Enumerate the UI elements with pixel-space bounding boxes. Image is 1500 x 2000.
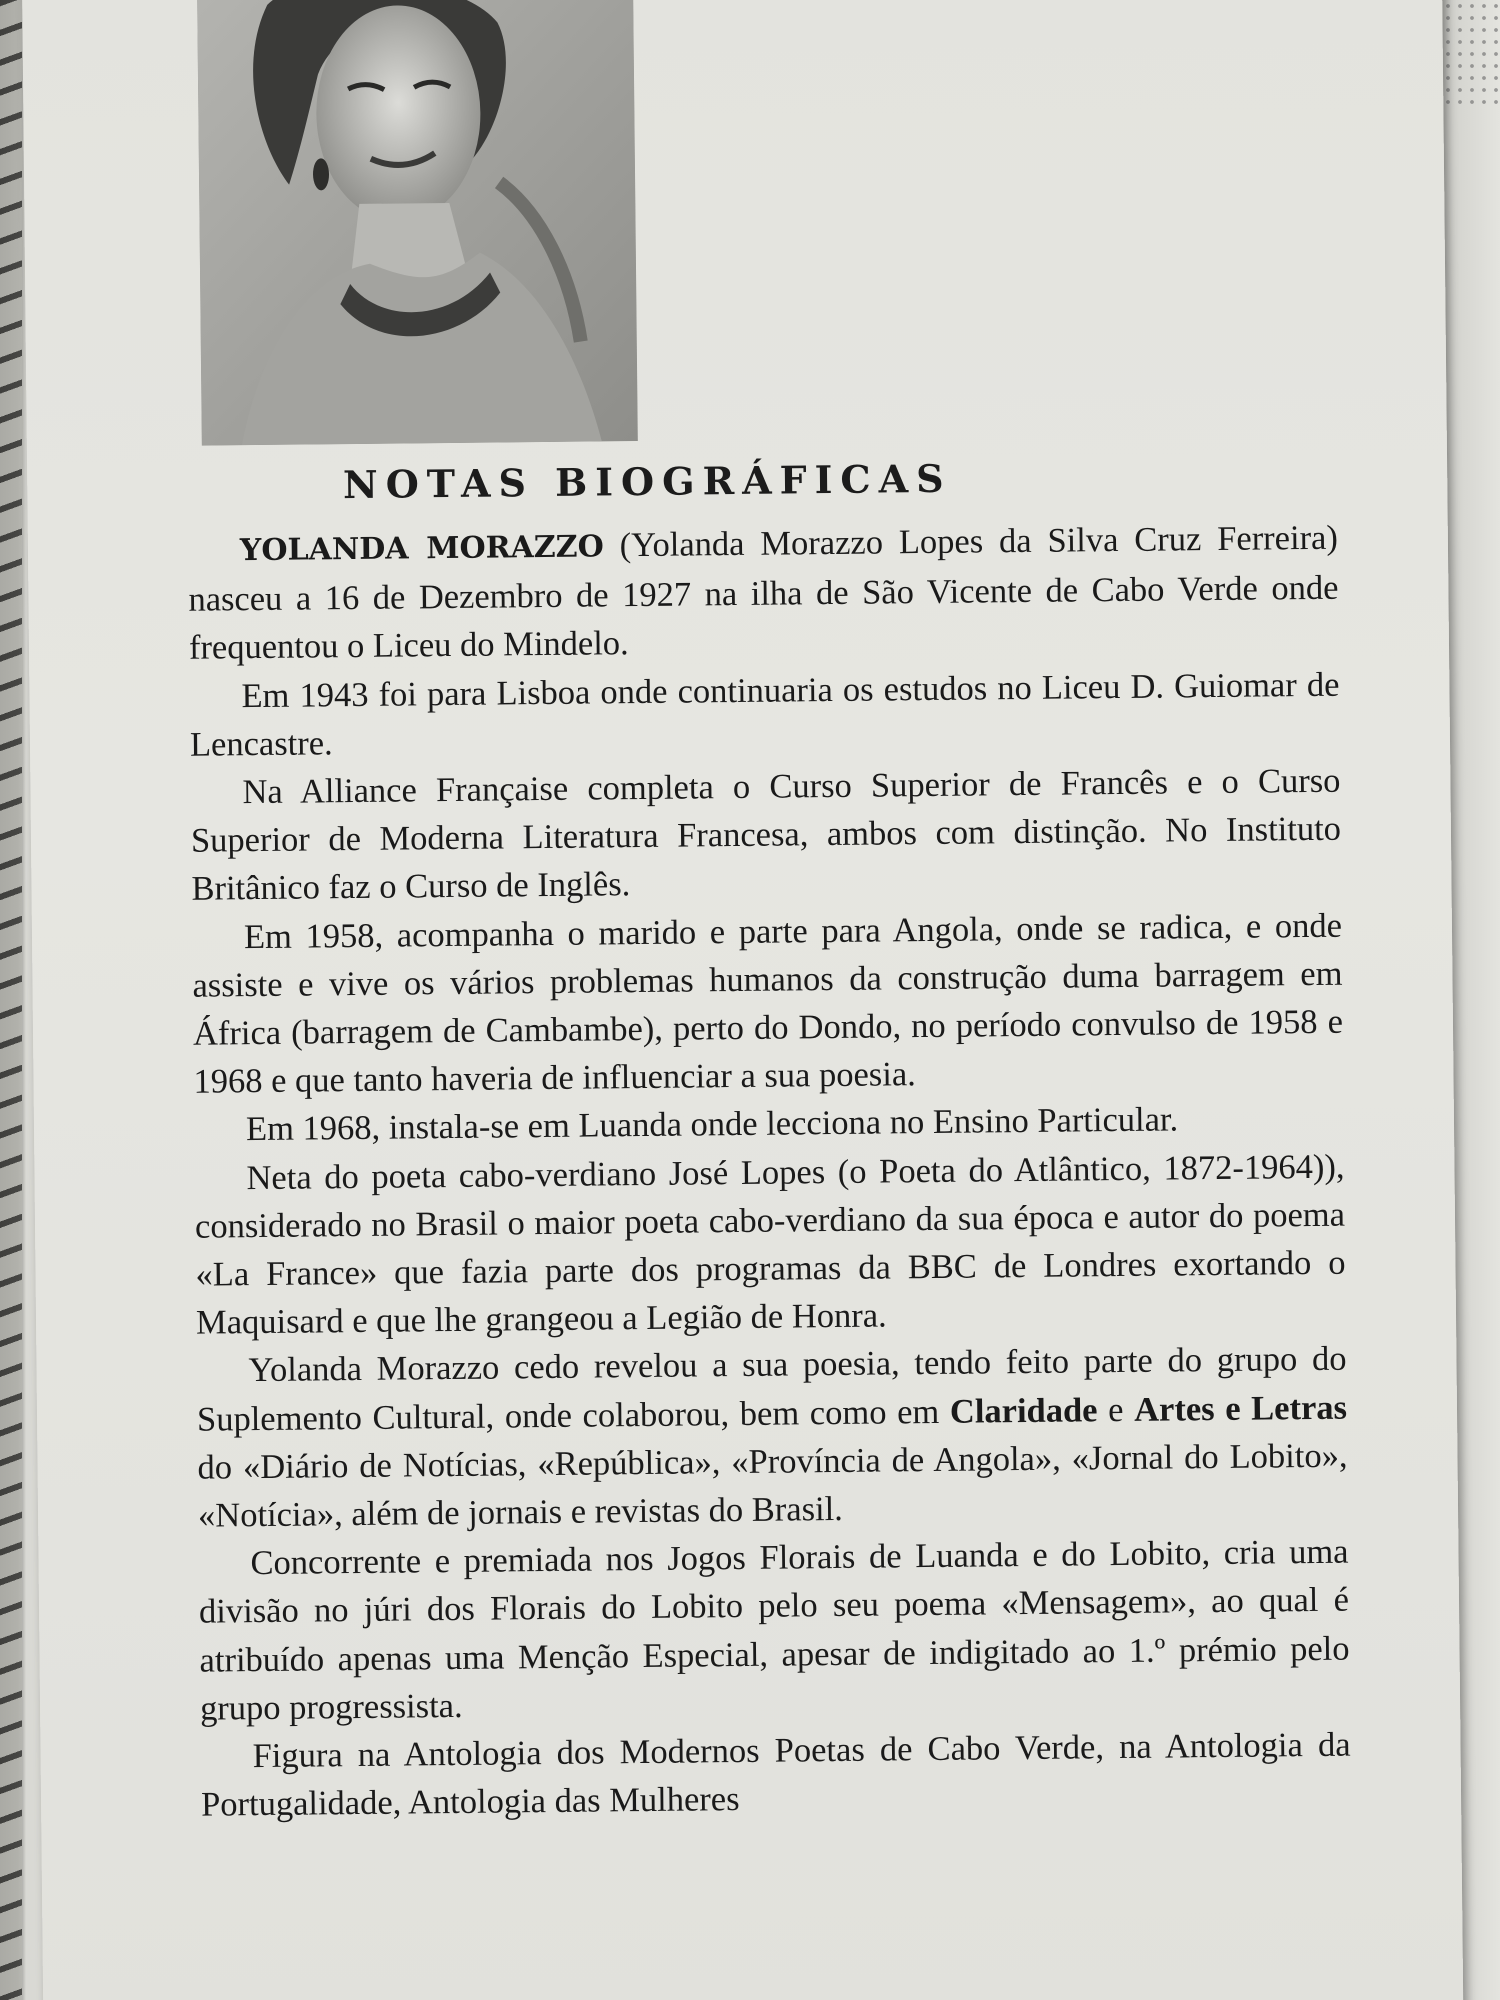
paragraph-alliance: Na Alliance Française completa o Curso Superior de Francês e o Curso Superior de Moderna Literatura Francesa, ambos com distinção. No Instituto Britânico faz o Curso de Inglês. <box>190 761 1342 909</box>
author-name: YOLANDA MORAZZO <box>239 529 604 569</box>
background-edge <box>0 0 22 2000</box>
paragraph-anthologies: Figura na Antologia dos Modernos Poetas de Cabo Verde, na Antologia da Portugalidade, Antologia das Mulheres <box>200 1725 1351 1824</box>
paragraph-grandfather: Neta do poeta cabo-verdiano José Lopes (o Poeta do Atlântico, 1872-1964)), considerado no Brasil o maior poeta cabo-verdiano da sua época e autor do poema «La France» que fazia parte dos programas da BBC de Londres exortando o Maquisard e que lhe grangeou a Legião de Honra. <box>194 1147 1346 1342</box>
paragraph-poetry-text-c: e <box>1097 1390 1135 1429</box>
paragraph-poetry-text-d: do «Diário de Notícias, «República», «Província de Angola», «Jornal do Lobito», «Notícia», além de jornais e revistas do Brasil. <box>197 1436 1348 1535</box>
paragraph-luanda: Em 1968, instala-se em Luanda onde lecciona no Ensino Particular. <box>245 1100 1179 1149</box>
paragraph-poetry-text-a: Yolanda Morazzo cedo revelou a sua poesia, tendo feito parte do grupo do Suplemento Cultural, onde colaborou, bem como em <box>196 1340 1347 1439</box>
biography-text <box>188 514 1352 1829</box>
page-heading: NOTAS BIOGRÁFICAS <box>342 455 952 508</box>
paragraph-birth-text: (Yolanda Morazzo Lopes da Silva Cruz Ferreira) nasceu a 16 de Dezembro de 1927 na ilha de São Vicente de Cabo Verde onde frequentou o Liceu do Mindelo. <box>188 518 1339 668</box>
book-page <box>22 0 1463 2000</box>
paragraph-awards: Concorrente e premiada nos Jogos Florais de Luanda e do Lobito, cria uma divisão no júri dos Florais do Lobito pelo seu poema «Mensagem», ao qual é atribuído apenas uma Menção Especial, apesar de indigitado ao 1.º prémio pelo grupo progressista. <box>198 1532 1350 1728</box>
paragraph-birth <box>188 514 1339 673</box>
paragraph-angola: Em 1958, acompanha o marido e parte para Angola, onde se radica, e onde assiste e vive os vários problemas humanos da construção duma barragem em África (barragem de Cambambe), perto do Dondo, no período convulso de 1958 e 1968 e que tanto haveria de influenciar a sua poesia. <box>192 906 1344 1101</box>
author-portrait <box>197 0 638 446</box>
paragraph-lisbon: Em 1943 foi para Lisboa onde continuaria os estudos no Liceu D. Guiomar de Lencastre. <box>189 665 1340 764</box>
paragraph-poetry <box>196 1335 1348 1540</box>
publication-artes-e-letras: Artes e Letras <box>1133 1388 1348 1429</box>
publication-claridade: Claridade <box>949 1390 1098 1431</box>
